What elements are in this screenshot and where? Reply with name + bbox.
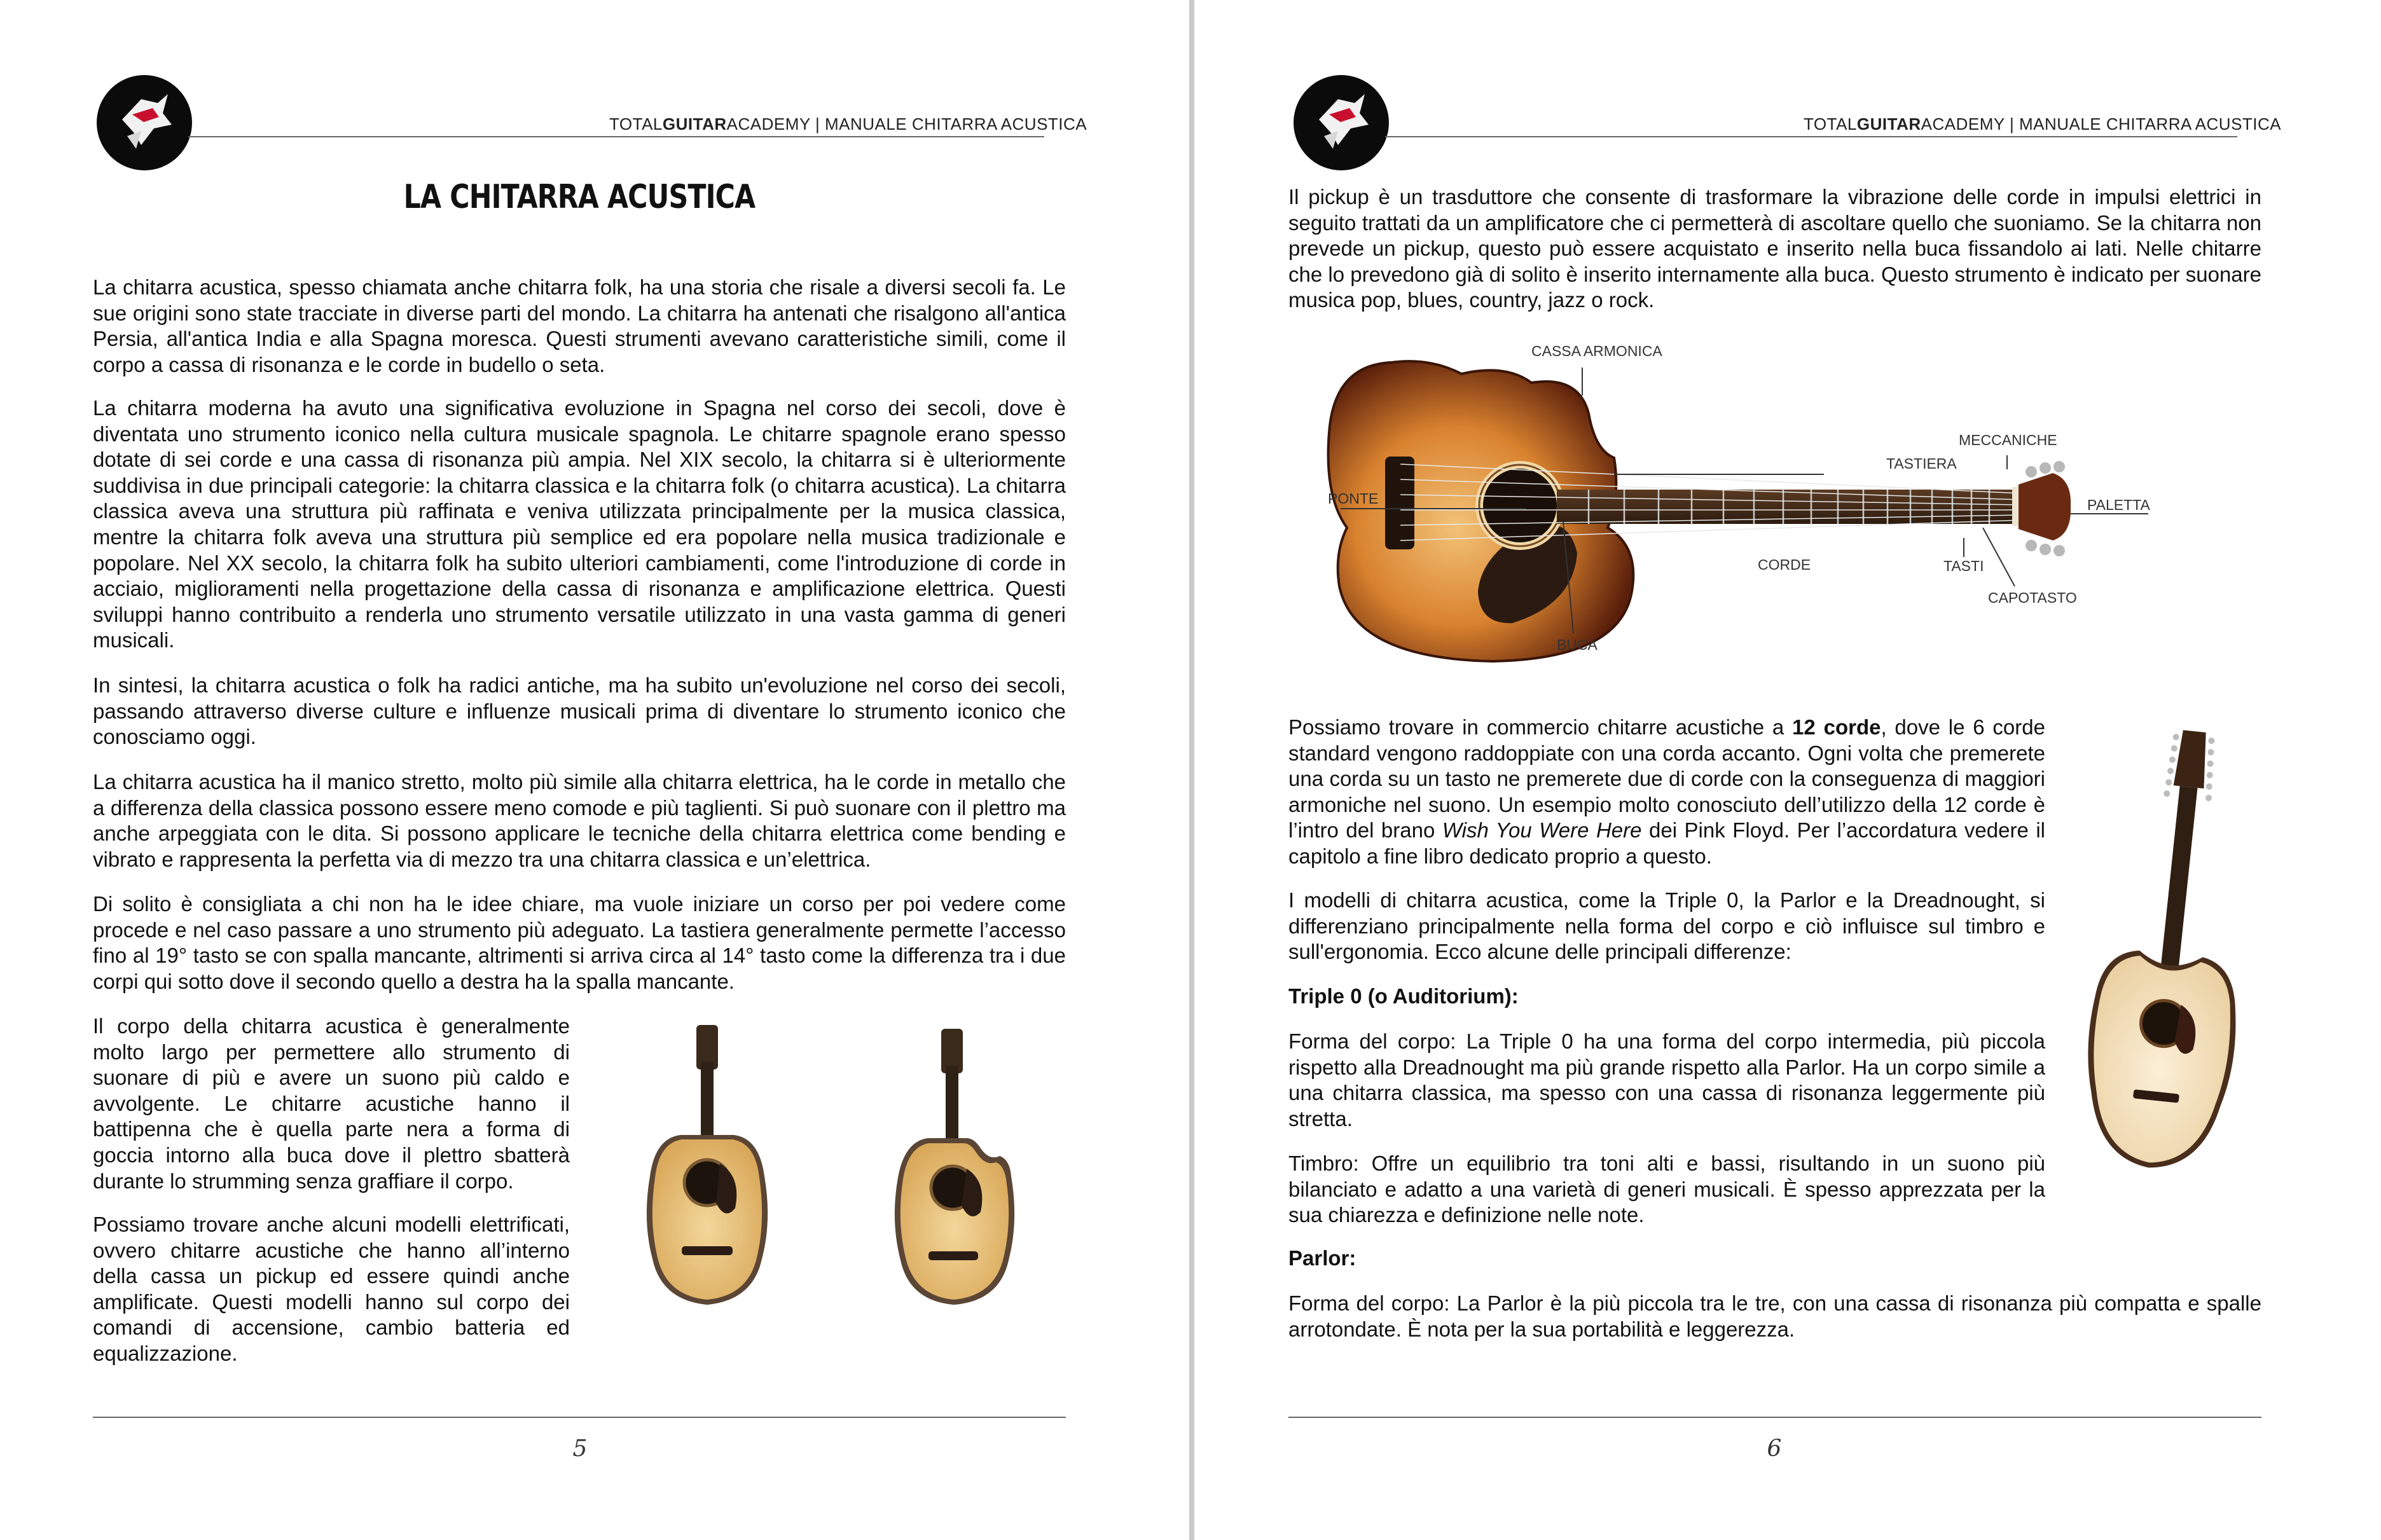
label-ponte: PONTE bbox=[1328, 490, 1379, 507]
footer-rule bbox=[1288, 1417, 2261, 1418]
acoustic-guitars-image bbox=[611, 1017, 1068, 1310]
right-page bbox=[1194, 0, 2381, 1540]
pickup-paragraph: Il pickup è un trasduttore che consente di trasformare la vibrazione delle corde in impulsi elettrici in seguito trattati da un amplificatore che ci permetterà di ascoltare quello che suoniamo. Se la chitarra non prevede un pickup, questo può essere acquistato e inserito nella buca fissandolo ai lati. Nelle chitarre che lo prevedono già di solito è inserito internamente alla buca. Questo strumento è indicato per suonare musica pop, blues, country, jazz o rock. bbox=[1288, 185, 2261, 312]
triple-0-body: Forma del corpo: La Triple 0 ha una forma del corpo intermedia, più piccola rispetto alla Dreadnought ma più grande rispetto alla Parlor. Ha un corpo simile a una chitarra classica, ma spesso con una cassa di risonanza leggermente più stretta. bbox=[1288, 1029, 2045, 1131]
cutaway-guitar bbox=[895, 1029, 1014, 1305]
book-gutter bbox=[1189, 0, 1194, 1540]
label-meccaniche: MECCANICHE bbox=[1959, 432, 2057, 448]
twelve-string-guitar-image bbox=[2074, 725, 2259, 1183]
paragraph: La chitarra acustica, spesso chiamata anche chitarra folk, ha una storia che risale a diversi secoli fa. Le sue origini sono state tracciate in diverse parti del mondo. La chitarra ha antenati che risalgono all'antica Persia, all'antica India e alla Spagna moresca. Questi strumenti avevano caratteristiche simili, come il corpo a cassa di risonanza e le corde in budello o seta. bbox=[93, 275, 1066, 376]
dreadnought-guitar bbox=[647, 1025, 768, 1305]
paragraph: Il corpo della chitarra acustica è generalmente molto largo per permettere allo strumento di suonare di più e avere un suono più caldo e avvolgente. Le chitarre acustiche hanno il battipenna che è quella parte nera a forma di goccia intorno alla buca dove il plettro sbatterà durante lo strumming senza graffiare il corpo. bbox=[93, 1014, 570, 1193]
twelve-string-paragraph: Possiamo trovare in commercio chitarre acustiche a 12 corde, dove le 6 corde standard vengono raddoppiate con una corda accanto. Ogni volta che premerete una corda su un tasto ne premerete due di corde con la conseguenza di maggiori armoniche nel suono. Un esempio molto conosciuto dell’utilizzo della 12 corde è l’intro del brano Wish You Were Here dei Pink Floyd. Per l’accordatura vedere il capitolo a fine libro dedicato proprio a questo. bbox=[1288, 715, 2045, 868]
label-tasti: TASTI bbox=[1943, 558, 1984, 574]
label-tastiera: TASTIERA bbox=[1886, 455, 1957, 472]
running-header: TOTALGUITARACADEMY | MANUALE CHITARRA ACUSTICA bbox=[609, 114, 1087, 134]
paragraph: Di solito è consigliata a chi non ha le idee chiare, ma vuole iniziare un corso per poi vedere come procede e nel caso passare a uno strumento più adeguato. La tastiera generalmente permette l’accesso fino al 19° tasto se con spalla mancante, altrimenti si arriva circa al 14° tasto come la differenza tra i due corpi qui sotto dove il secondo quello a destra ha la spalla mancante. bbox=[93, 892, 1066, 993]
parlor-heading: Parlor: bbox=[1288, 1246, 1356, 1270]
triple-0-timbre: Timbro: Offre un equilibrio tra toni alti e bassi, risultando in un suono più bilanciato e adatto a una varietà di generi musicali. È spesso apprezzata per la sua chiarezza e definizione nelle note. bbox=[1288, 1152, 2045, 1227]
triple-0-heading: Triple 0 (o Auditorium): bbox=[1288, 984, 1519, 1008]
label-paletta: PALETTA bbox=[2087, 497, 2150, 513]
academy-logo bbox=[1294, 75, 1389, 170]
page-title: LA CHITARRA ACUSTICA bbox=[403, 178, 756, 216]
left-page bbox=[0, 0, 1189, 1540]
models-intro-paragraph: I modelli di chitarra acustica, come la Triple 0, la Parlor e la Dreadnought, si differenziano principalmente nella forma del corpo e ciò influisce sul timbro e sull'ergonomia. Ecco alcune delle principali differenze: bbox=[1288, 888, 2045, 964]
paragraph: Possiamo trovare anche alcuni modelli elettrificati, ovvero chitarre acustiche che hanno all’interno della cassa un pickup ed essere quindi anche amplificate. Questi modelli hanno sul corpo dei comandi di accensione, cambio batteria ed equalizzazione. bbox=[93, 1213, 570, 1365]
running-header: TOTALGUITARACADEMY | MANUALE CHITARRA ACUSTICA bbox=[1804, 114, 2282, 134]
paragraph: In sintesi, la chitarra acustica o folk ha radici antiche, ma ha subito un'evoluzione nel corso dei secoli, passando attraverso diverse culture e influenze musicali prima di diventare lo strumento iconico che conosciamo oggi. bbox=[93, 673, 1066, 749]
label-buca: BUCA bbox=[1557, 636, 1598, 653]
header-rule bbox=[188, 136, 1044, 137]
label-corde: CORDE bbox=[1758, 556, 1811, 573]
academy-logo bbox=[97, 75, 192, 170]
guitar-anatomy-diagram bbox=[1322, 337, 2174, 668]
paragraph: La chitarra moderna ha avuto una significativa evoluzione in Spagna nel corso dei secoli, dove è diventata uno strumento iconico nella cultura musicale spagnola. Le chitarre spagnole erano spesso dotate di sei corde e una cassa di risonanza più ampia. Nel XIX secolo, la chitarra si è ulteriormente suddivisa in due principali categorie: la chitarra classica e la chitarra folk (o chitarra acustica). La chitarra classica aveva una struttura più raffinata e veniva utilizzata principalmente per la musica classica, mentre la chitarra folk aveva una struttura più semplice ed era popolare nella musica tradizionale e popolare. Nel XX secolo, la chitarra folk ha subito ulteriori cambiamenti, come l'introduzione di corde in acciaio, miglioramenti nella progettazione della cassa di risonanza e amplificazione elettrica. Questi sviluppi hanno contribuito a renderla uno strumento versatile utilizzato in una vasta gamma di generi musicali. bbox=[93, 396, 1066, 652]
parlor-body: Forma del corpo: La Parlor è la più piccola tra le tre, con una cassa di risonanza più compatta e spalle arrotondate. È nota per la sua portabilità e leggerezza. bbox=[1288, 1291, 2261, 1341]
label-cassa-armonica: CASSA ARMONICA bbox=[1531, 343, 1662, 359]
header-rule bbox=[1385, 136, 2237, 137]
paragraph: La chitarra acustica ha il manico stretto, molto più simile alla chitarra elettrica, ha le corde in metallo che a differenza della classica possono essere meno comode e più taglienti. Si può suonare con il plettro ma anche arpeggiata con le dita. Si possono applicare le tecniche della chitarra elettrica come bending e vibrato e rappresenta la perfetta via di mezzo tra una chitarra classica e un’elettrica. bbox=[93, 770, 1066, 871]
page-number: 5 bbox=[572, 1436, 588, 1462]
page-number: 6 bbox=[1767, 1436, 1782, 1462]
footer-rule bbox=[93, 1417, 1066, 1418]
label-capotasto: CAPOTASTO bbox=[1988, 589, 2077, 606]
